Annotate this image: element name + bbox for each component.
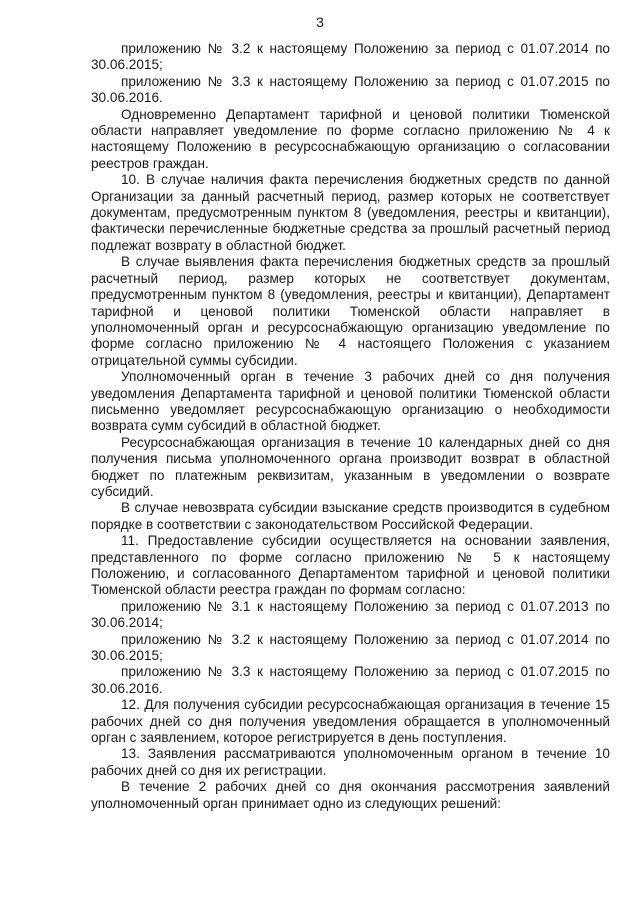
paragraph-decision-intro: В течение 2 рабочих дней со дня окончания рассмотрения заявлений уполномоченный орган принимает одно из следующих решений: xyxy=(91,779,610,811)
paragraph-refund-procedure: Ресурсоснабжающая организация в течение 10 календарных дней со дня получения письма уполномоченного органа производит возврат в областной бюджет по платежным реквизитам, указанным в уведомлении о возврате субсидий. xyxy=(91,434,610,499)
paragraph-clause-13: 13. Заявления рассматриваются уполномоченным органом в течение 10 рабочих дней со дня их регистрации. xyxy=(91,746,610,778)
paragraph-clause-11: 11. Предоставление субсидии осуществляется на основании заявления, представленного по форме согласно приложению № 5 к настоящему Положению, и согласованного Департаментом тарифной и ценовой политики Тюменской области реестра граждан по формам согласно: xyxy=(91,533,610,598)
paragraph-overpayment-detection: В случае выявления факта перечисления бюджетных средств за прошлый расчетный период, размер которых не соответствует документам, предусмотренным пунктом 8 (уведомления, реестры и квитанции), Департамент тарифной и ценовой политики Тюменской области направляет в уполномоченный орган и ресурсоснабжающую организацию уведомление по форме согласно приложению № 4 настоящего Положения с указанием отрицательной суммы субсидии. xyxy=(91,254,610,368)
paragraph-clause-10: 10. В случае наличия факта перечисления бюджетных средств по данной Организации за данный расчетный период, размер которых не соответствует документам, предусмотренным пунктом 8 (уведомления, реестры и квитанции), фактически перечисленные бюджетные средства за прошлый расчетный период подлежат возврату в областной бюджет. xyxy=(91,172,610,253)
paragraph-authorized-body-notice: Уполномоченный орган в течение 3 рабочих дней со дня получения уведомления Департамента тарифной и ценовой политики Тюменской области письменно уведомляет ресурсоснабжающую организацию о необходимости возврата сумм субсидий в областной бюджет. xyxy=(91,369,610,434)
paragraph-appendix-3-2-continuation: приложению № 3.2 к настоящему Положению за период с 01.07.2014 по 30.06.2015; xyxy=(91,41,610,73)
paragraph-appendix-3-3-repeat: приложению № 3.3 к настоящему Положению за период с 01.07.2015 по 30.06.2016. xyxy=(91,664,610,696)
page-number: 3 xyxy=(316,14,324,30)
paragraph-department-notification: Одновременно Департамент тарифной и ценовой политики Тюменской области направляет уведомление по форме согласно приложению № 4 к настоящему Положению в ресурсоснабжающую организацию о согласовании реестров граждан. xyxy=(91,106,610,171)
paragraph-appendix-3-2: приложению № 3.2 к настоящему Положению за период с 01.07.2014 по 30.06.2015; xyxy=(91,631,610,664)
paragraph-appendix-3-3: приложению № 3.3 к настоящему Положению за период с 01.07.2015 по 30.06.2016. xyxy=(91,73,610,106)
paragraph-clause-12: 12. Для получения субсидии ресурсоснабжающая организация в течение 15 рабочих дней со дня получения уведомления обращается в уполномоченный орган с заявлением, которое регистрируется в день поступления. xyxy=(91,697,610,746)
document-body xyxy=(91,41,610,812)
paragraph-appendix-3-1: приложению № 3.1 к настоящему Положению за период с 01.07.2013 по 30.06.2014; xyxy=(91,598,610,631)
paragraph-judicial-recovery: В случае невозврата субсидии взыскание средств производится в судебном порядке в соответствии с законодательством Российской Федерации. xyxy=(91,500,610,532)
